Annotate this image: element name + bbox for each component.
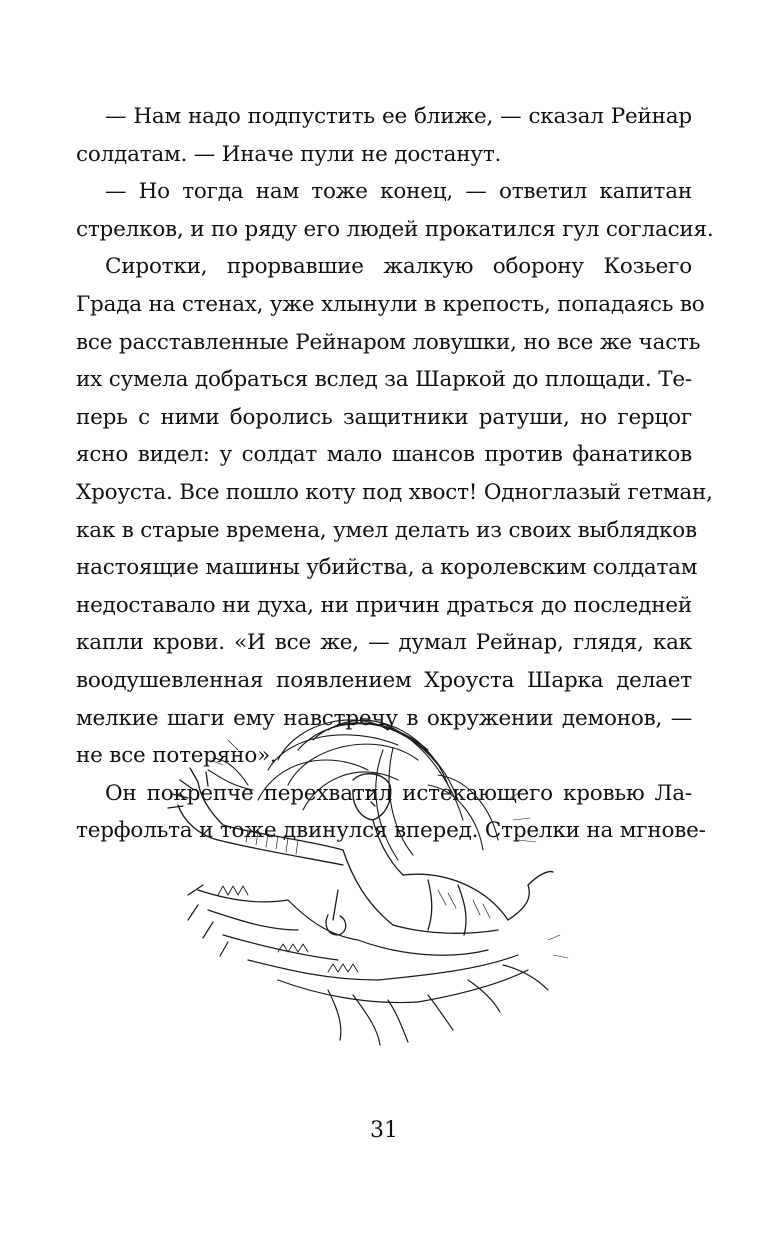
text-line: терфольта и тоже двинулся вперед. Стрелки на мгнове- [76,818,706,844]
text-line: перь с ними боролись защитники ратуши, но герцог [76,404,692,430]
text-line: капли крови. «И все же, — думал Рейнар, глядя, как [76,630,692,656]
text-line: все расставленные Рейнаром ловушки, но все же часть [76,329,701,355]
text-line: Хроуста. Все пошло коту под хвост! Одноглазый гетман, [76,479,713,505]
text-line: мелкие шаги ему навстречу в окружении демонов, — [76,705,692,731]
text-line: Града на стенах, уже хлынули в крепость, попадаясь во [76,291,705,317]
text-line: Сиротки, прорвавшие жалкую оборону Козьего [105,254,692,280]
text-line: стрелков, и по ряду его людей прокатился гул согласия. [76,216,714,242]
text-line: — Нам надо подпустить ее ближе, — сказал Рейнар [105,104,692,129]
text-line: настоящие машины убийства, а королевским солдатам [76,555,698,581]
text-line: воодушевленная появлением Хроуста Шарка делает [76,667,692,693]
text-line: недоставало ни духа, ни причин драться до последней [76,592,692,618]
text-line: их сумела добраться вслед за Шаркой до площади. Те- [76,367,692,393]
text-line: — Но тогда нам тоже конец, — ответил капитан [105,179,692,205]
page-number: 31 [370,1118,398,1143]
text-line: как в старые времена, умел делать из своих выблядков [76,517,697,543]
ink-illustration-figure-in-flames-icon [128,690,648,1050]
text-line: не все потеряно». [76,743,277,769]
text-line: солдатам. — Иначе пули не достанут. [76,141,502,167]
text-line: Он покрепче перехватил истекающего кровью Ла- [105,780,692,806]
text-line: ясно видел: у солдат мало шансов против фанатиков [76,442,692,468]
